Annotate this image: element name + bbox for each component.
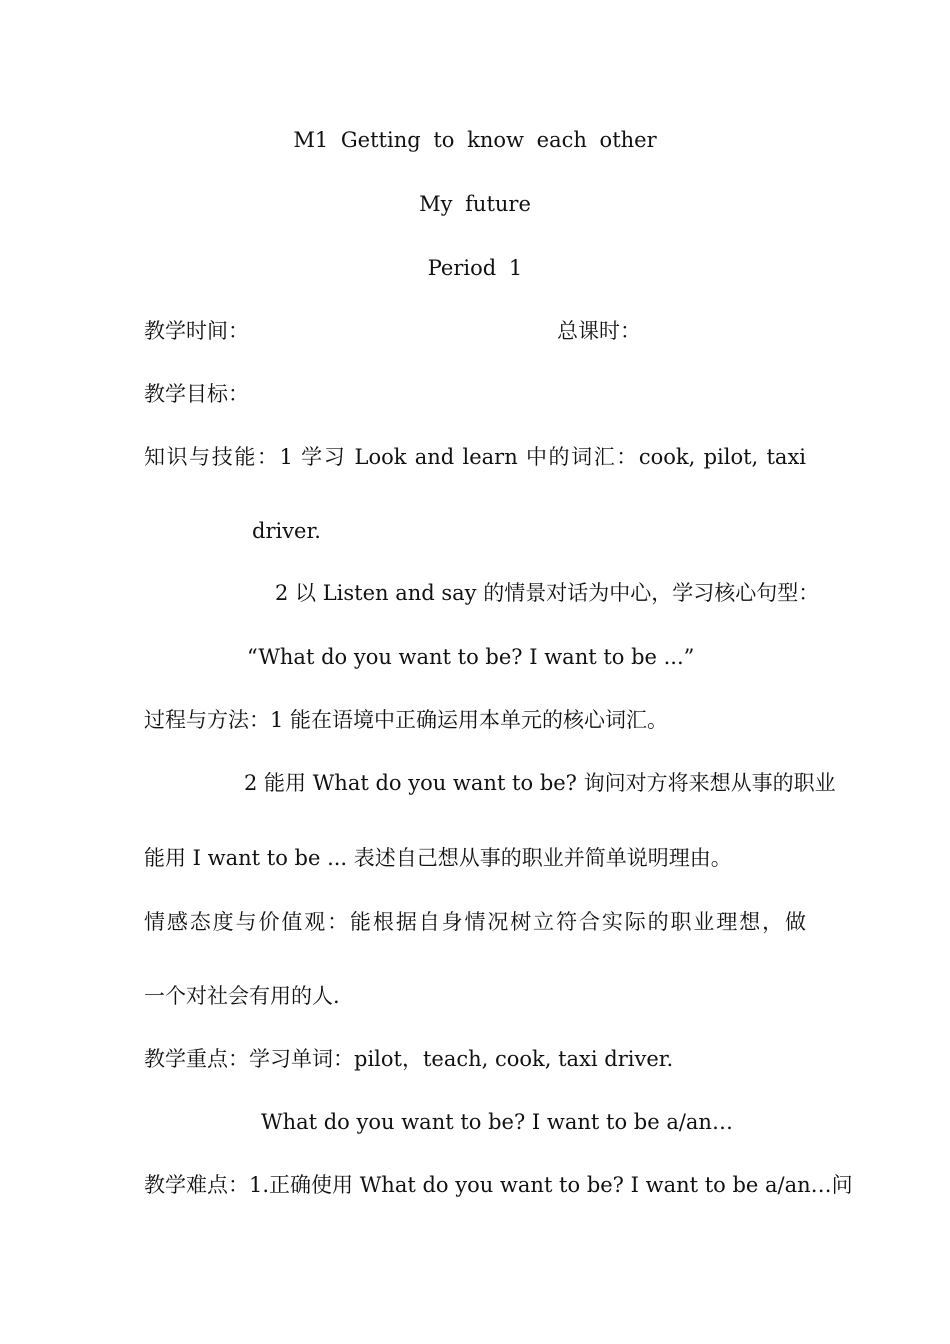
process-method-line-2: 2 能用 What do you want to be? 询问对方将来想从事的职业: [244, 771, 836, 795]
total-periods-label: 总课时：: [557, 319, 641, 343]
process-method-line-3: 能用 I want to be ... 表述自己想从事的职业并简单说明理由。: [144, 846, 732, 870]
knowledge-skills-line-1: 知识与技能：1 学习 Look and learn 中的词汇：cook, pilot, taxi: [144, 445, 806, 469]
period-title: Period 1: [427, 256, 523, 280]
objectives-heading: 教学目标：: [144, 382, 249, 406]
core-sentence: “What do you want to be? I want to be ...”: [247, 645, 695, 669]
module-title: M1 Getting to know each other: [293, 128, 657, 152]
unit-title: My future: [419, 192, 531, 216]
difficulties-line-1: 教学难点：1.正确使用 What do you want to be? I want to be a/an…问: [144, 1173, 853, 1197]
emotion-values-line-2: 一个对社会有用的人.: [144, 984, 340, 1008]
key-points-line-2: What do you want to be? I want to be a/an…: [261, 1110, 733, 1134]
emotion-values-line-1: 情感态度与价值观：能根据自身情况树立符合实际的职业理想，做: [144, 910, 806, 934]
teaching-time-label: 教学时间：: [144, 319, 249, 343]
knowledge-skills-line-3: 2 以 Listen and say 的情景对话为中心，学习核心句型：: [275, 581, 820, 605]
process-method-line-1: 过程与方法：1 能在语境中正确运用本单元的核心词汇。: [144, 708, 669, 732]
key-points-line-1: 教学重点：学习单词：pilot，teach, cook, taxi driver.: [144, 1047, 674, 1071]
knowledge-skills-line-2: driver.: [252, 519, 321, 543]
